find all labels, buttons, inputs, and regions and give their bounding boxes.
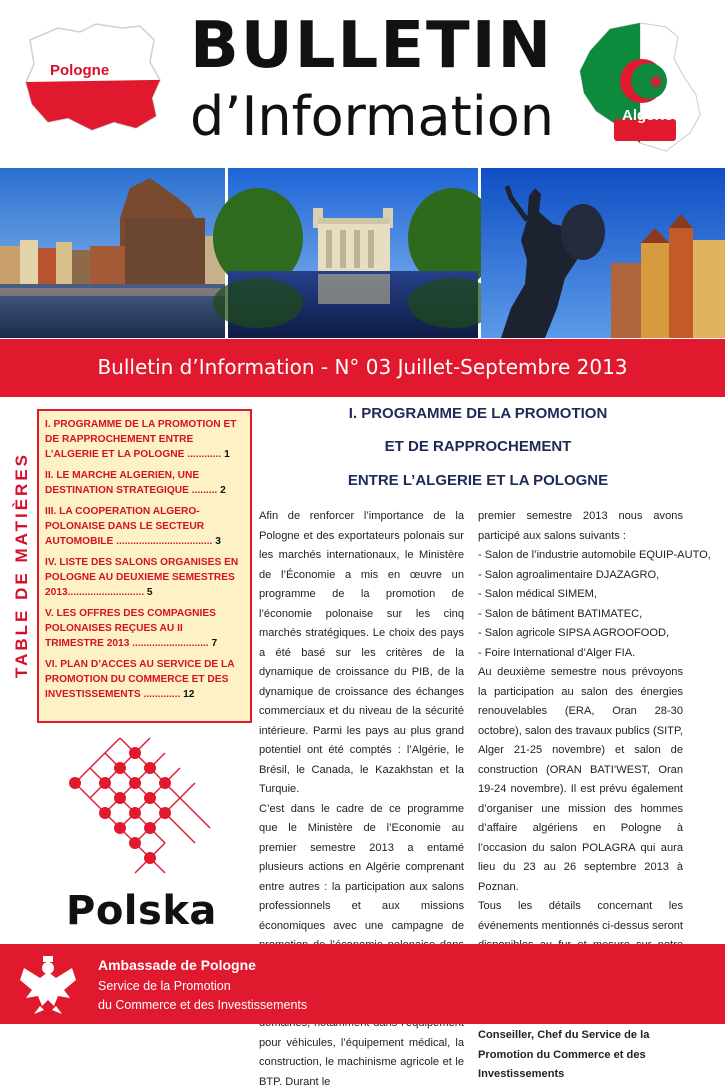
article-paragraph: pour véhicules, l’équipement médical, la construction, le machinisme agricole et le BTP. Durant le — [259, 1036, 464, 1088]
article-title-line-3: ENTRE L’ALGERIE ET LA POLOGNE — [347, 472, 609, 489]
footer-service-sub: du Commerce et des Investissements — [98, 998, 308, 1012]
toc-item-page: 3 — [215, 536, 221, 547]
bulletin-subtitle: d’Information — [190, 85, 555, 148]
toc-item[interactable] — [45, 504, 244, 549]
article-paragraph: C’est dans le cadre de ce programme que le Ministère de l’Economie au premier semestre 2013 a entamé plusieurs actions en Algérie comprenant entre autres : la participation aux salons professionnels et aux missions économiques avec une campagne de — [259, 802, 464, 932]
polska-wordmark: Polska — [66, 888, 217, 934]
toc-item[interactable] — [45, 657, 244, 702]
footer-embassy: Ambassade de Pologne — [98, 957, 256, 973]
algeria-map — [570, 15, 710, 160]
toc-heading — [8, 420, 36, 710]
issue-banner — [0, 339, 725, 397]
salon-list-item: - Salon de bâtiment BATIMATEC, — [478, 607, 643, 620]
toc-item-page: 7 — [211, 638, 218, 649]
white-eagle-icon — [18, 954, 78, 1016]
gdansk-riverside-photo — [0, 168, 225, 338]
toc-item-text: VI. PLAN D’ACCES AU SERVICE DE LA PROMOTION DU COMMERCE ET DES INVESTISSEMENTS ............. — [45, 659, 235, 700]
warsaw-mermaid-photo — [481, 168, 725, 338]
polska-kite-logo-icon — [60, 738, 210, 888]
footer — [0, 944, 725, 1024]
article-paragraph: Au deuxième semestre nous prévoyons la participation au salon des énergies renouvelables (ERA, Oran 28-30 octobre), salon des travaux publics (SITP, Alger 21-25 novembre) et salon de construction (ORAN BATI’WEST, Oran 19-24 novembre). Il est prévu également d’organiser une mission des hommes d’affaire algériens en Pologne à l’occasion du salon POLAGRA qui aura lieu du 23 au 26 septembre 2013 à Poznan. — [478, 666, 683, 893]
toc-item[interactable] — [45, 606, 244, 651]
header — [0, 0, 725, 165]
photo-strip — [0, 168, 725, 338]
toc-item-page: 12 — [183, 689, 195, 700]
toc-item-text: III. LA COOPERATION ALGERO-POLONAISE DANS LE SECTEUR AUTOMOBILE .................................. — [45, 506, 216, 547]
toc-item[interactable] — [45, 555, 244, 600]
salon-list-item: - Salon agricole SIPSA AGROOFOOD, — [478, 627, 670, 639]
toc-item-text: IV. LISTE DES SALONS ORGANISES EN POLOGNE AU DEUXIEME SEMESTRES 2013........................... — [45, 557, 239, 598]
article-paragraph: premier semestre 2013 nous avons participé aux salons suivants : — [478, 510, 683, 542]
toc-item[interactable] — [45, 468, 244, 498]
toc-item-page: 1 — [224, 449, 230, 460]
poland-map-label: Pologne — [50, 62, 110, 79]
article-text: Tous les détails concernant les événements mentionnés ci-dessus seront — [478, 900, 683, 932]
salon-list-item: - Salon agroalimentaire DJAZAGRO, — [478, 568, 660, 581]
bulletin-title: BULLETIN — [190, 9, 554, 83]
salon-list-item: - Salon de l’industrie automobile EQUIP-AUTO, — [478, 549, 711, 561]
article-title-line-1: I. PROGRAMME DE LA PROMOTION — [348, 405, 608, 422]
toc-item-text: II. LE MARCHE ALGERIEN, UNE DESTINATION STRATEGIQUE ......... — [45, 470, 221, 496]
signature-title: Conseiller, Chef du Service de la Promotion du Commerce et des Investissements — [478, 1029, 650, 1080]
poland-map — [18, 18, 168, 133]
toc-item-text: V. LES OFFRES DES COMPAGNIES POLONAISES REÇUES AU II TRIMESTRE 2013 ........................... — [45, 608, 216, 649]
toc-item-page: 5 — [146, 587, 153, 598]
footer-service: Service de la Promotion — [98, 979, 231, 993]
article-paragraph: Afin de renforcer l’importance de la Pologne et des exportateurs polonais sur les marchés internationaux, le Ministère de l’Économie a mis en œuvre un programme de la promotion de l’économie polonaise sur les cinq marchés stratégiques. Le choix des pays a été basé sur les critères de la dynamique de croissance du PIB, de la dynamique de croissance des échanges commerciaux et du niveau de la sécurité intérieure. Parmi les pays au plus grand potentiel ont été comptés : l’Algérie, le Brésil, le Canada, le Kazakhstan et la Turquie. — [259, 510, 464, 795]
issue-banner-text: Bulletin d’Information - N° 03 Juillet-Septembre 2013 — [97, 355, 628, 379]
toc-box — [37, 409, 252, 723]
toc-item-page: 2 — [220, 485, 226, 496]
lazienki-palace-photo — [228, 168, 478, 338]
algeria-map-icon — [570, 15, 710, 160]
article-title-line-2: ET DE RAPPROCHEMENT — [384, 438, 572, 455]
salon-list-item: - Foire International d’Alger FIA. — [478, 646, 636, 659]
toc-item-text: I. PROGRAMME DE LA PROMOTION ET DE RAPPROCHEMENT ENTRE L’ALGERIE ET LA POLOGNE ............ — [45, 419, 237, 460]
toc-heading-text: TABLE DE MATIÈRES — [12, 451, 31, 679]
toc-item[interactable] — [45, 417, 244, 462]
algeria-map-label: Algérie — [622, 107, 673, 124]
salon-list-item: - Salon médical SIMEM, — [478, 588, 597, 600]
